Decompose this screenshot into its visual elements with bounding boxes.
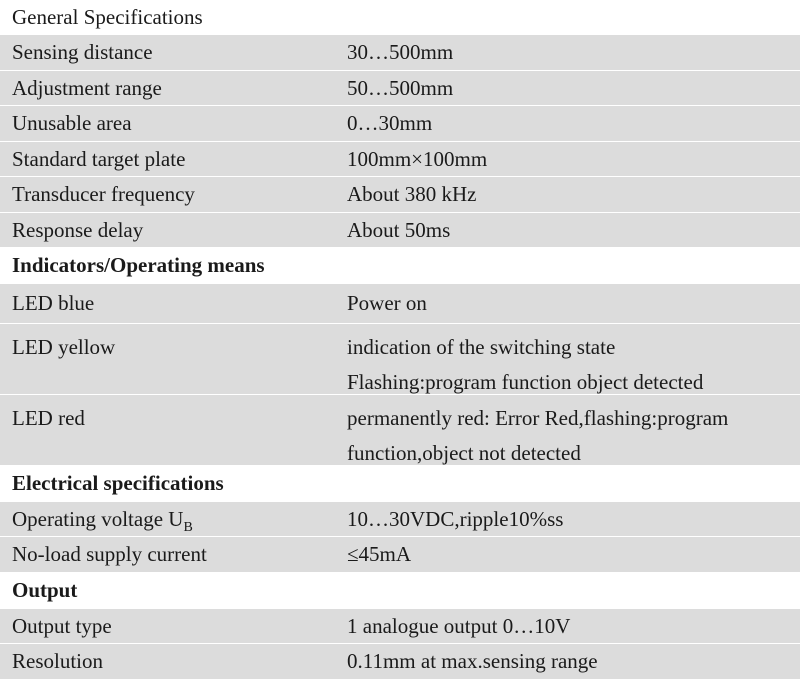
table-row (0, 142, 800, 177)
table-row (0, 106, 800, 142)
spec-value: About 380 kHz (347, 182, 477, 206)
spec-label: No-load supply current (12, 542, 207, 566)
section-header-indicators (0, 248, 800, 284)
table-row (0, 537, 800, 573)
spec-label-text: Operating voltage U (12, 507, 184, 531)
section-title: Electrical specifications (12, 471, 224, 495)
table-row (0, 213, 800, 248)
table-row (0, 177, 800, 213)
spec-label: Standard target plate (12, 147, 186, 171)
spec-value-line: function,object not detected (347, 441, 581, 465)
section-title: Indicators/Operating means (12, 253, 265, 277)
spec-value-line: permanently red: Error Red,flashing:program (347, 406, 729, 430)
spec-value-multiline (335, 324, 800, 394)
spec-label-subscript: B (183, 520, 193, 536)
section-header-general (0, 0, 800, 35)
spec-value: 10…30VDC,ripple10%ss (347, 507, 564, 531)
spec-label: Output type (12, 614, 112, 638)
spec-value: Power on (347, 291, 427, 315)
spec-value-line: Flashing:program function object detected (347, 370, 704, 394)
section-title: Output (12, 578, 78, 602)
table-row (0, 609, 800, 644)
spec-label: LED red (12, 406, 85, 430)
spec-label: LED yellow (12, 335, 116, 359)
spec-value: About 50ms (347, 218, 451, 242)
spec-label: Sensing distance (12, 40, 153, 64)
table-row (0, 644, 800, 680)
spec-value: 30…500mm (347, 40, 454, 64)
spec-value-multiline (335, 395, 800, 465)
spec-value-line: indication of the switching state (347, 335, 616, 359)
table-row (0, 284, 800, 324)
table-row (0, 35, 800, 71)
spec-label: LED blue (12, 291, 95, 315)
section-header-output (0, 573, 800, 609)
spec-label (0, 502, 335, 536)
spec-value: 1 analogue output 0…10V (347, 614, 571, 638)
spec-label: Resolution (12, 649, 104, 673)
section-title: General Specifications (12, 5, 203, 29)
spec-label: Transducer frequency (12, 182, 195, 206)
section-header-electrical (0, 466, 800, 502)
spec-value: 0.11mm at max.sensing range (347, 649, 598, 673)
table-row (0, 502, 800, 537)
table-row (0, 395, 800, 466)
table-row (0, 71, 800, 106)
spec-value: ≤45mA (347, 542, 412, 566)
spec-value: 0…30mm (347, 111, 433, 135)
spec-label: Adjustment range (12, 76, 162, 100)
spec-label: Response delay (12, 218, 144, 242)
spec-label: Unusable area (12, 111, 132, 135)
table-row (0, 324, 800, 395)
spec-value: 50…500mm (347, 76, 454, 100)
spec-value: 100mm×100mm (347, 147, 488, 171)
